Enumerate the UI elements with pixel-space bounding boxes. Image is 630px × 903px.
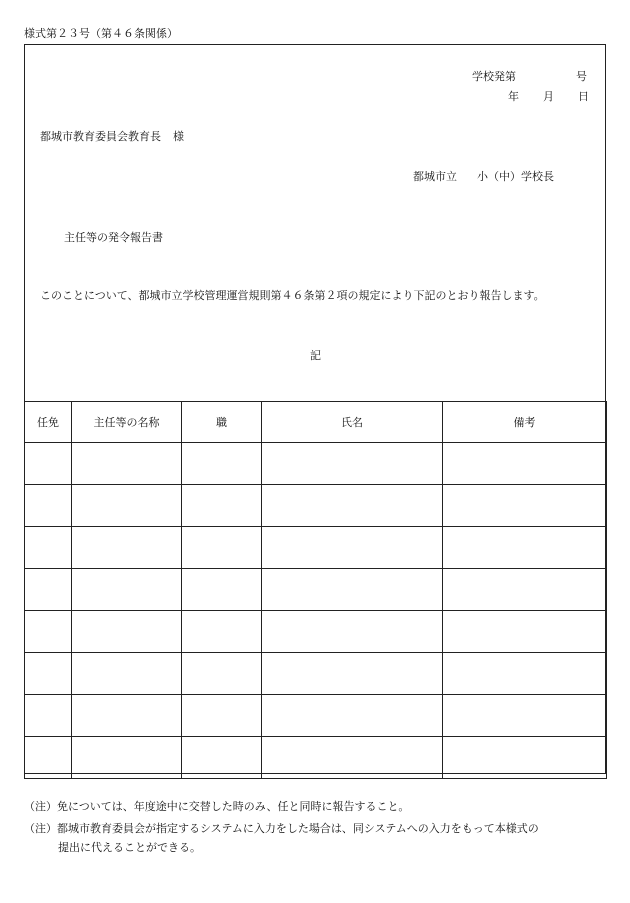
- table-cell[interactable]: [72, 485, 182, 527]
- table-cell[interactable]: [72, 653, 182, 695]
- table-row: [25, 569, 607, 611]
- header-shoku: 職: [182, 402, 262, 443]
- table-cell[interactable]: [262, 527, 443, 569]
- table-cell[interactable]: [25, 443, 72, 485]
- table-cell[interactable]: [72, 443, 182, 485]
- table-cell[interactable]: [25, 485, 72, 527]
- table-cell[interactable]: [182, 653, 262, 695]
- table-cell[interactable]: [443, 653, 607, 695]
- body-text: このことについて、都城市立学校管理運営規則第４６条第２項の規定により下記のとおり報告します。: [40, 289, 545, 302]
- table-cell[interactable]: [443, 443, 607, 485]
- table-row: [25, 695, 607, 737]
- sender-city: 都城市立: [413, 170, 457, 183]
- note-system-entry: （注）都城市教育委員会が指定するシステムに入力をした場合は、同システムへの入力をもって本様式の: [24, 822, 539, 835]
- date-line: [508, 88, 589, 104]
- month-label: 月: [543, 90, 554, 103]
- table-cell[interactable]: [72, 527, 182, 569]
- year-label: 年: [508, 90, 519, 103]
- addressee-honorific: 様: [173, 130, 184, 143]
- addressee-name: 都城市教育委員会教育長: [40, 130, 161, 143]
- table-cell[interactable]: [72, 737, 182, 779]
- table-cell[interactable]: [72, 611, 182, 653]
- table-cell[interactable]: [25, 611, 72, 653]
- table-cell[interactable]: [182, 737, 262, 779]
- header-shunin-name: 主任等の名称: [72, 402, 182, 443]
- table-cell[interactable]: [182, 527, 262, 569]
- table-cell[interactable]: [182, 569, 262, 611]
- day-label: 日: [578, 90, 589, 103]
- ki-marker: 記: [310, 349, 321, 362]
- table-cell[interactable]: [443, 695, 607, 737]
- issuance-prefix: 学校発第: [472, 70, 516, 83]
- table-cell[interactable]: [262, 443, 443, 485]
- table-row: [25, 485, 607, 527]
- table-row: [25, 443, 607, 485]
- table-cell[interactable]: [25, 527, 72, 569]
- table-cell[interactable]: [25, 569, 72, 611]
- sender-school: 小（中）学校長: [477, 170, 554, 183]
- table-cell[interactable]: [72, 569, 182, 611]
- table-cell[interactable]: [443, 485, 607, 527]
- addressee: [40, 128, 184, 144]
- table-cell[interactable]: [262, 653, 443, 695]
- table-cell[interactable]: [262, 695, 443, 737]
- table-cell[interactable]: [443, 527, 607, 569]
- table-row: [25, 527, 607, 569]
- table-cell[interactable]: [262, 611, 443, 653]
- table-cell[interactable]: [262, 737, 443, 779]
- issuance-suffix: 号: [576, 70, 587, 83]
- header-shimei: 氏名: [262, 402, 443, 443]
- table-cell[interactable]: [25, 695, 72, 737]
- table-cell[interactable]: [182, 485, 262, 527]
- note-system-entry-continued: 提出に代えることができる。: [58, 841, 201, 854]
- table-cell[interactable]: [262, 485, 443, 527]
- issuance-number: [472, 68, 587, 84]
- table-row: [25, 653, 607, 695]
- sender: [413, 168, 554, 184]
- table-cell[interactable]: [182, 611, 262, 653]
- table-row: [25, 737, 607, 779]
- header-ninmen: 任免: [25, 402, 72, 443]
- form-number-label: 様式第２３号（第４６条関係）: [24, 27, 178, 40]
- table-cell[interactable]: [72, 695, 182, 737]
- document-title: 主任等の発令報告書: [64, 231, 163, 244]
- header-biko: 備考: [443, 402, 607, 443]
- table-cell[interactable]: [182, 443, 262, 485]
- table-cell[interactable]: [443, 737, 607, 779]
- table-cell[interactable]: [443, 569, 607, 611]
- table-cell[interactable]: [25, 653, 72, 695]
- note-dismissal: （注）免については、年度途中に交替した時のみ、任と同時に報告すること。: [24, 800, 410, 813]
- table-header-row: [25, 402, 607, 443]
- table-cell[interactable]: [182, 695, 262, 737]
- table-cell[interactable]: [25, 737, 72, 779]
- table-cell[interactable]: [443, 611, 607, 653]
- table-row: [25, 611, 607, 653]
- report-table: [24, 401, 607, 779]
- table-cell[interactable]: [262, 569, 443, 611]
